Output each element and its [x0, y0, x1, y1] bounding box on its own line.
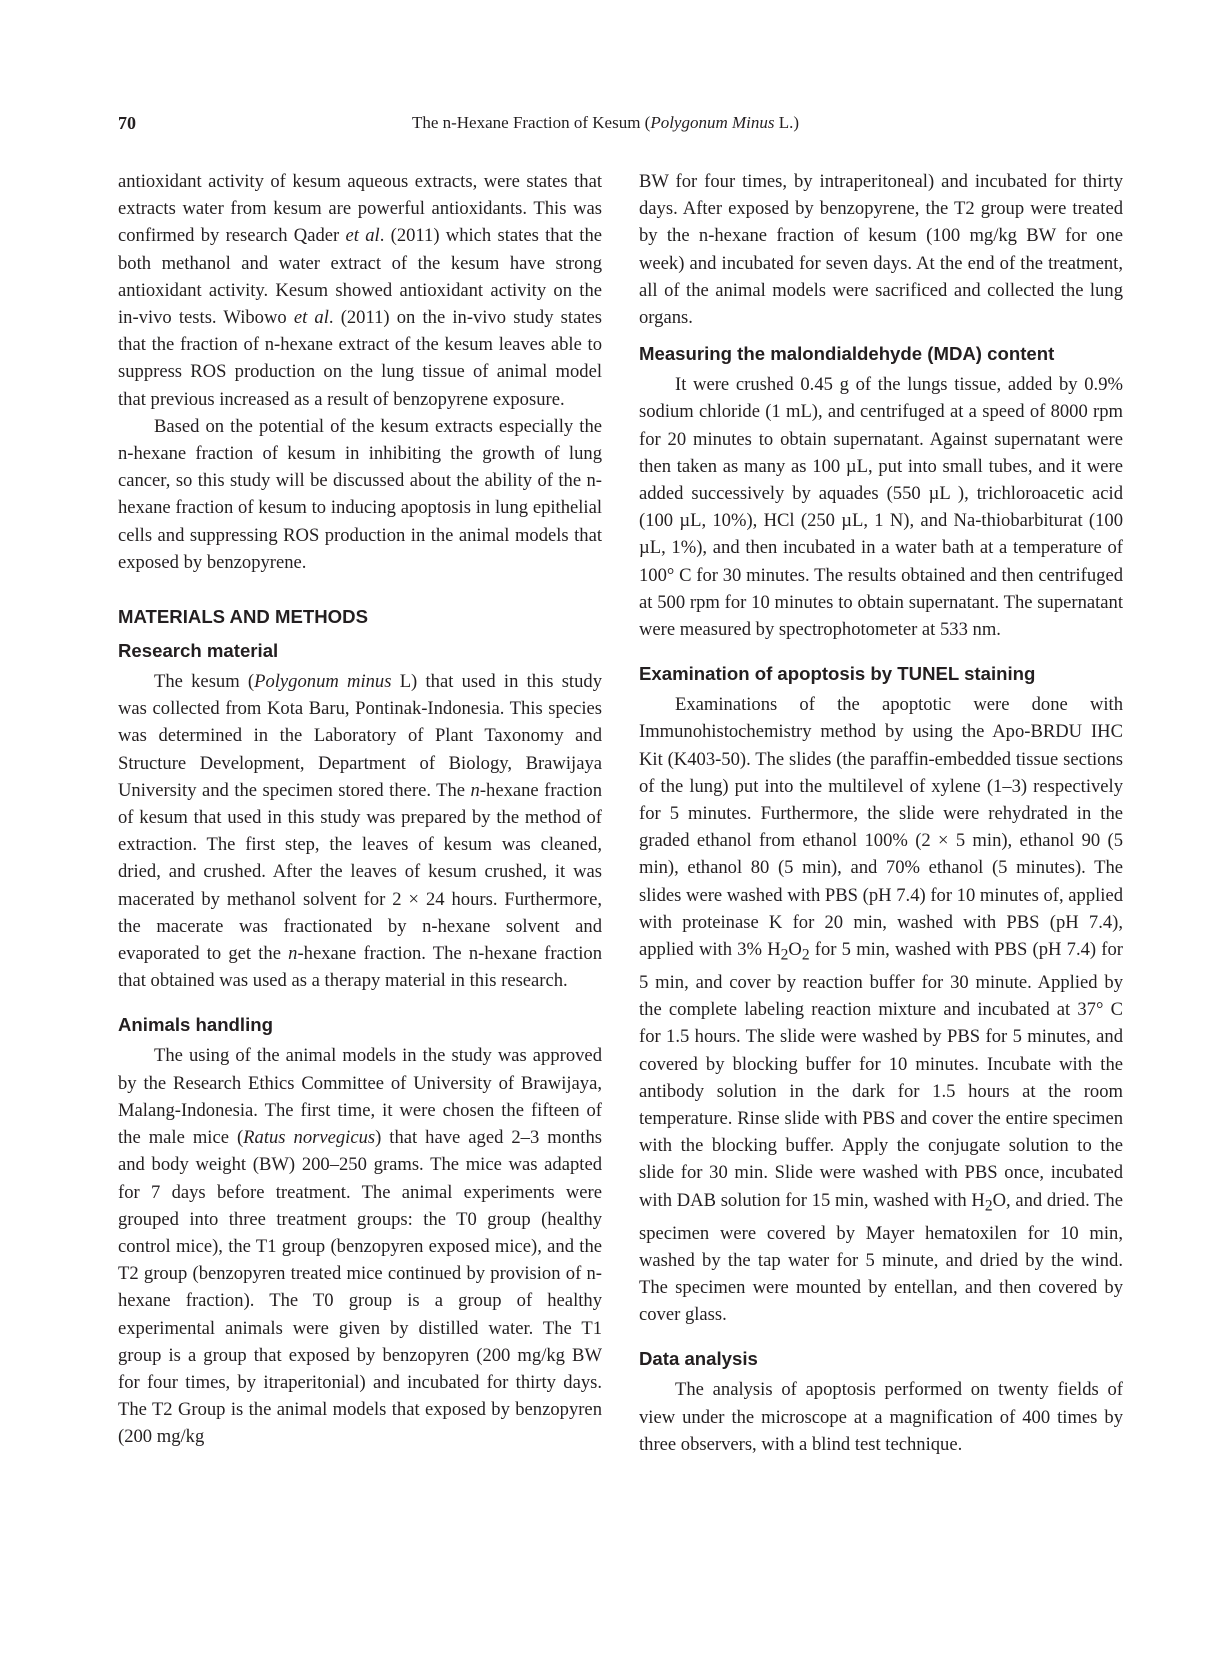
page-number: 70	[118, 113, 136, 133]
paragraph-antioxidant-activity: antioxidant activity of kesum aqueous extracts, were states that extracts water from kesum are powerful antioxidants. This was confirmed by research Qader et al. (2011) which states that the both methanol and water extract of the kesum have strong antioxidant activity. Kesum showed antioxidant activity on the in-vivo tests. Wibowo et al. (2011) on the in-vivo study states that the fraction of n-hexane extract of the kesum leaves able to suppress ROS production on the lung tissue of animal model that previous increased as a result of benzopyrene exposure.	[118, 171, 603, 410]
right-column	[639, 168, 1123, 1458]
paragraph-research-material: The kesum (Polygonum minus L) that used in this study was collected from Kota Baru, Pontinak-Indonesia. This species was determined in the Laboratory of Plant Taxonomy and Structure Development, Department of Biology, Brawijaya University and the specimen stored there. The n-hexane fraction of kesum that used in this study was prepared by the method of extraction. The first step, the leaves of kesum was cleaned, dried, and crushed. After the leaves of kesum crushed, it was macerated by methanol solvent for 2 × 24 hours. Furthermore, the macerate was fractionated by n-hexane solvent and evaporated to get the n-hexane fraction. The n-hexane fraction that obtained was used as a therapy material in this research.	[118, 671, 602, 992]
subheading-research-material: Research material	[118, 640, 279, 662]
subheading-tunel-staining: Examination of apoptosis by TUNEL staining	[639, 663, 1036, 685]
running-head	[118, 112, 1093, 134]
left-column	[118, 168, 602, 1451]
paragraph-mda-content: It were crushed 0.45 g of the lungs tissue, added by 0.9% sodium chloride (1 mL), and centrifuged at a speed of 8000 rpm for 20 minutes to obtain supernatant. Against supernatant were then taken as many as 100 µL, put into small tubes, and it were added successively by aquades (550 µL ), trichloroacetic acid (100 µL, 10%), HCl (250 µL, 1 N), and Na-thiobarbiturat (100 µL, 1%), and then incubated in a water bath at a temperature of 100° C for 30 minutes. The results obtained and then centrifuged at 500 rpm for 10 minutes to obtain supernatant. The supernatant were measured by spectrophotometer at 533 nm.	[639, 374, 1123, 641]
paragraph-tunel-staining: Examinations of the apoptotic were done with Immunohistochemistry method by using the Apo-BRDU IHC Kit (K403-50). The slides (the paraffin-embedded tissue sections of the lung) put into the multilevel of xylene (1–3) respectively for 5 minutes. Furthermore, the slide were rehydrated in the graded ethanol from ethanol 100% (2 × 5 min), ethanol 90 (5 min), ethanol 80 (5 min), and 70% ethanol (5 minutes). The slides were washed with PBS (pH 7.4) for 10 minutes of, applied with proteinase K for 20 min, washed with PBS (pH 7.4), applied with 3% $H_2O_2$ for 5 min, washed with PBS (pH 7.4) for 5 min, and cover by reaction buffer for 30 minute. Applied by the complete labeling reaction mixture and incubated at 37° C for 1.5 hours. The slide were washed by PBS for 5 minutes, and covered by blocking buffer for 10 minutes. Incubate with the antibody solution in the dark for 1.5 hours at the room temperature. Rinse slide with PBS and cover the entire specimen with the blocking buffer. Apply the conjugate solution to the slide for 30 min. Slide were washed with PBS once, incubated with DAB solution for 15 min, washed with $H_2O$, and dried. The specimen were covered by Mayer hematoxilen for 10 min, washed by the tap water for 5 minute, and dried by the wind. The specimen were mounted by entellan, and then covered by cover glass.	[639, 694, 1123, 1326]
subheading-mda-content: Measuring the malondialdehyde (MDA) content	[639, 343, 1055, 365]
paragraph-study-aim: Based on the potential of the kesum extracts especially the n-hexane fraction of kesum in inhibiting the growth of lung cancer, so this study will be discussed about the ability of the n-hexane fraction of kesum to inducing apoptosis in lung epithelial cells and suppressing ROS production in the animal models that exposed by benzopyrene.	[118, 415, 602, 573]
paragraph-animals-handling: The using of the animal models in the study was approved by the Research Ethics Committee of University of Brawijaya, Malang-Indonesia. The first time, it were chosen the fifteen of the male mice (Ratus norvegicus) that have aged 2–3 months and body weight (BW) 200–250 grams. The mice was adapted for 7 days before treatment. The animal experiments were grouped into three treatment groups: the T0 group (healthy control mice), the T1 group (benzopyren exposed mice), and the T2 group (benzopyren treated mice continued by provision of n-hexane fraction). The T0 group is a group of healthy experimental animals were given by distilled water. The T1 group is a group that exposed by benzopyren (200 mg/kg BW for four times, by itraperitonial) and incubated for thirty days. The T2 Group is the animal models that exposed by benzopyren (200 mg/kg	[118, 1045, 602, 1448]
paragraph-data-analysis: The analysis of apoptosis performed on twenty fields of view under the microscope at a magnification of 400 times by three observers, with a blind test technique.	[639, 1379, 1123, 1455]
subheading-data-analysis: Data analysis	[639, 1348, 758, 1370]
section-heading-materials-methods: MATERIALS AND METHODS	[118, 606, 368, 628]
paragraph-treatment-continued: BW for four times, by intraperitoneal) and incubated for thirty days. After exposed by benzopyrene, the T2 group were treated by the n-hexane fraction of kesum (100 mg/kg BW for one week) and incubated for seven days. At the end of the treatment, all of the animal models were sacrificed and collected the lung organs.	[639, 171, 1123, 329]
subheading-animals-handling: Animals handling	[118, 1014, 273, 1036]
running-title: The n-Hexane Fraction of Kesum (Polygonum Minus L.)	[411, 113, 800, 132]
